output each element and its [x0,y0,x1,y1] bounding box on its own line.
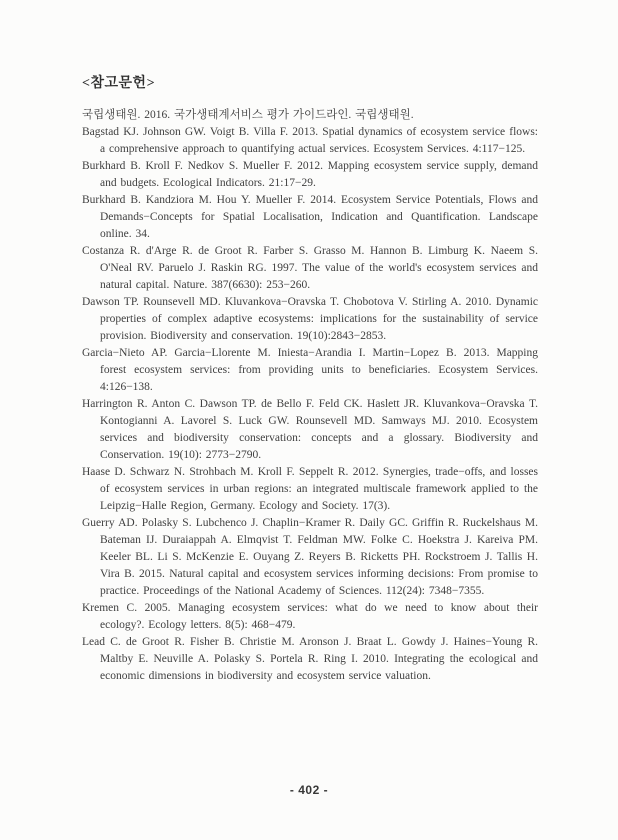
section-heading: <참고문헌> [82,76,156,91]
reference-entry: Lead C. de Groot R. Fisher B. Christie M. Aronson J. Braat L. Gowdy J. Haines−Young R. Maltby E. Neuville A. Polasky S. Portela R. Ring I. 2010. Integrating the ecological and economic dimensions in biodiversity and ecosystem service valuation. [82,636,538,682]
reference-entry: Harrington R. Anton C. Dawson TP. de Bello F. Feld CK. Haslett JR. Kluvankova−Oravska T. Kontogianni A. Lavorel S. Luck GW. Rounsevell MD. Samways MJ. 2010. Ecosystem services and biodiversity conservation: concepts and a glossary. Biodiversity and Conservation. 19(10): 2773−2790. [82,398,538,461]
page-number: - 402 - [289,783,329,797]
reference-entry: 국립생태원. 2016. 국가생태계서비스 평가 가이드라인. 국립생태원. [82,109,414,121]
reference-entry: Garcia−Nieto AP. Garcia−Llorente M. Iniesta−Arandia I. Martin−Lopez B. 2013. Mapping forest ecosystem services: from providing units to beneficiaries. Ecosystem Services. 4:126−138. [82,347,538,393]
reference-entry: Burkhard B. Kroll F. Nedkov S. Mueller F. 2012. Mapping ecosystem service supply, demand and budgets. Ecological Indicators. 21:17−29. [82,160,538,189]
reference-entry: Guerry AD. Polasky S. Lubchenco J. Chaplin−Kramer R. Daily GC. Griffin R. Ruckelshaus M. Bateman IJ. Duraiappah A. Elmqvist T. Feldman MW. Folke C. Hoekstra J. Kareiva PM. Keeler BL. Li S. McKenzie E. Ouyang Z. Reyers B. Ricketts PH. Rockstroem J. Tallis H. Vira B. 2015. Natural capital and ecosystem services informing decisions: From promise to practice. Proceedings of the National Academy of Sciences. 112(24): 7348−7355. [82,517,538,597]
reference-list [82,107,538,685]
reference-entry: Haase D. Schwarz N. Strohbach M. Kroll F. Seppelt R. 2012. Synergies, trade−offs, and losses of ecosystem services in urban regions: an integrated multiscale framework applied to the Leipzig−Halle Region, Germany. Ecology and Society. 17(3). [82,466,538,512]
reference-entry: Burkhard B. Kandziora M. Hou Y. Mueller F. 2014. Ecosystem Service Potentials, Flows and Demands−Concepts for Spatial Localisation, Indication and Quantification. Landscape online. 34. [82,194,538,240]
reference-entry: Dawson TP. Rounsevell MD. Kluvankova−Oravska T. Chobotova V. Stirling A. 2010. Dynamic properties of complex adaptive ecosystems: implications for the sustainability of service provision. Biodiversity and conservation. 19(10):2843−2853. [82,296,538,342]
reference-entry: Bagstad KJ. Johnson GW. Voigt B. Villa F. 2013. Spatial dynamics of ecosystem service flows: a comprehensive approach to quantifying actual services. Ecosystem Services. 4:117−125. [82,126,538,155]
reference-entry: Costanza R. d'Arge R. de Groot R. Farber S. Grasso M. Hannon B. Limburg K. Naeem S. O'Neal RV. Paruelo J. Raskin RG. 1997. The value of the world's ecosystem services and natural capital. Nature. 387(6630): 253−260. [82,245,538,291]
reference-entry: Kremen C. 2005. Managing ecosystem services: what do we need to know about their ecology?. Ecology letters. 8(5): 468−479. [82,602,538,631]
